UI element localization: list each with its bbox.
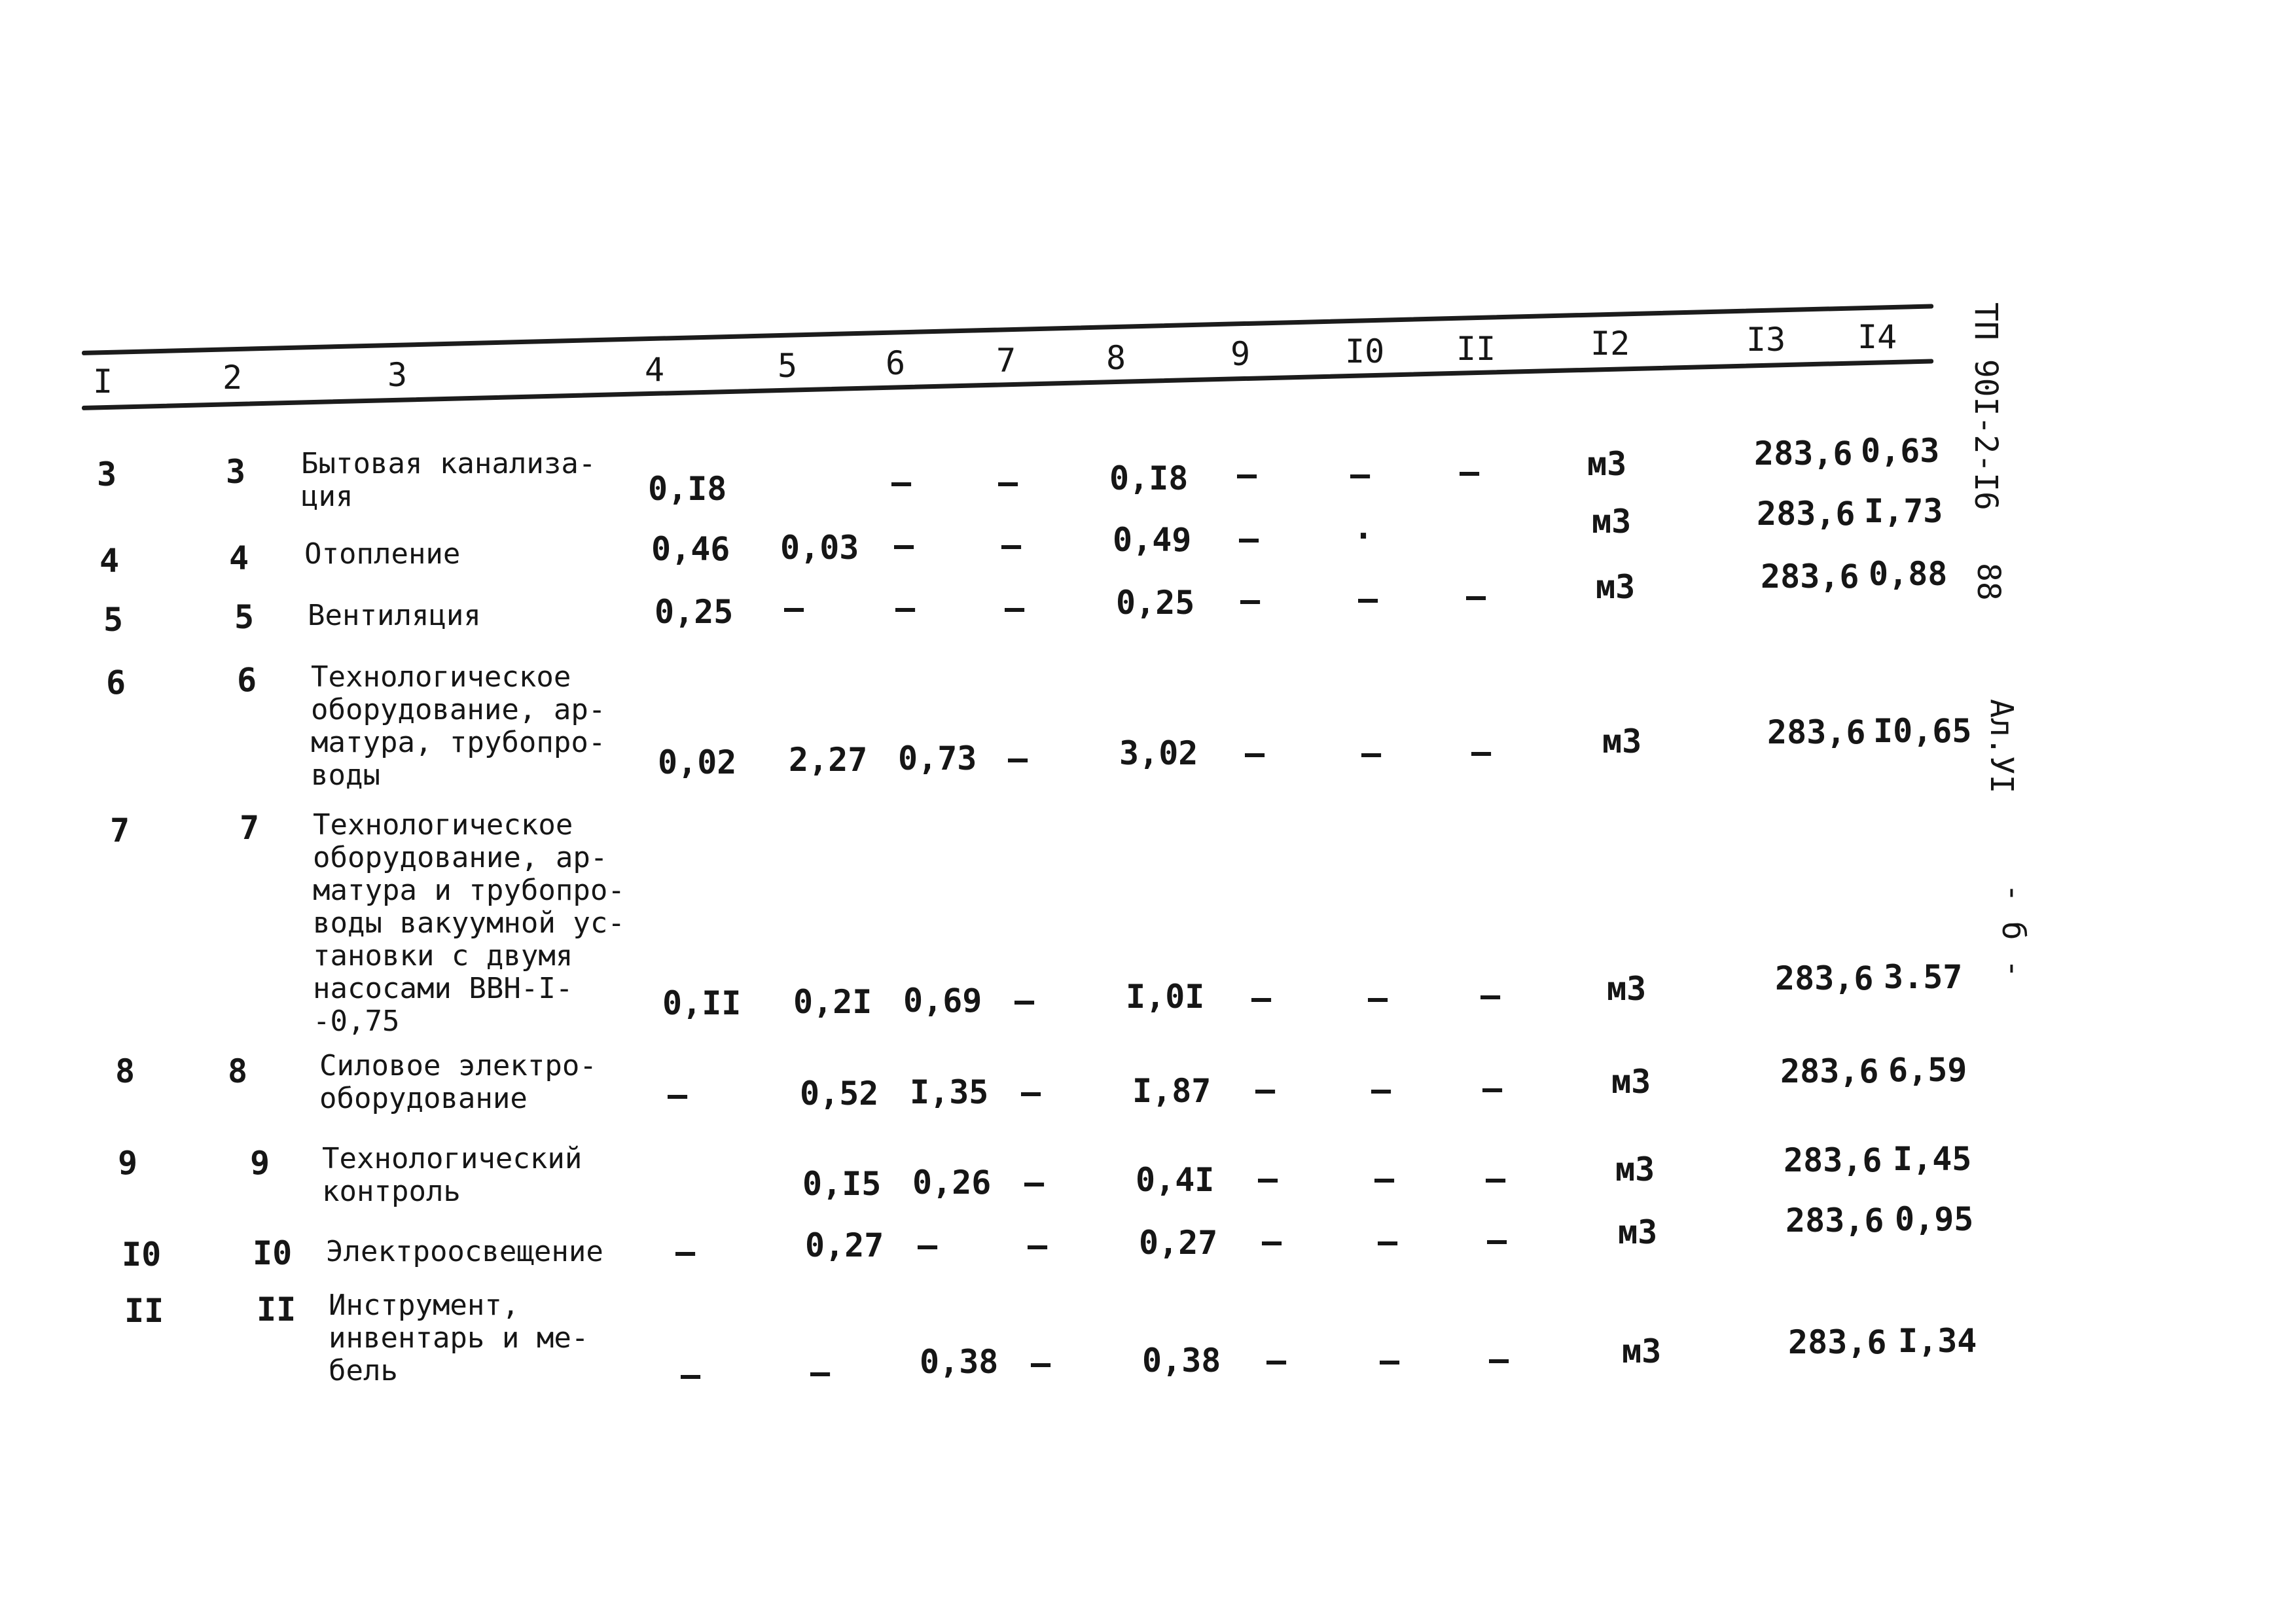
cell-col-6: – bbox=[891, 463, 912, 501]
cell-col-2: 6 bbox=[237, 661, 257, 699]
cell-col-12: м3 bbox=[1615, 1150, 1655, 1188]
cell-col-10: – bbox=[1378, 1222, 1398, 1260]
cell-col-14: 0,95 bbox=[1895, 1200, 1974, 1238]
cell-col-1: 5 bbox=[103, 601, 124, 639]
cell-col-14: I0,65 bbox=[1873, 712, 1972, 750]
sheet-mark: - б - bbox=[1995, 883, 2032, 978]
header-col-3: 3 bbox=[387, 356, 408, 394]
cell-col-10: – bbox=[1361, 734, 1382, 772]
cell-col-6: – bbox=[918, 1226, 938, 1264]
cell-col-7: – bbox=[1014, 982, 1035, 1020]
cell-col-4: – bbox=[668, 1076, 688, 1114]
cell-col-12: м3 bbox=[1592, 503, 1632, 541]
cell-col-9: – bbox=[1266, 1342, 1287, 1380]
cell-col-5: 0,I5 bbox=[802, 1165, 882, 1203]
header-col-4: 4 bbox=[645, 351, 665, 389]
header-col-14: I4 bbox=[1857, 318, 1897, 356]
document-code: ТП 90I-2-I6 bbox=[1967, 302, 2004, 510]
cell-col-12: м3 bbox=[1602, 722, 1642, 760]
cell-col-7: – bbox=[1001, 526, 1022, 564]
cell-col-11: – bbox=[1471, 733, 1492, 771]
header-col-1: I bbox=[93, 363, 113, 401]
cell-col-1: 4 bbox=[99, 542, 120, 580]
cell-col-6: – bbox=[894, 526, 914, 564]
cell-work-name: Силовое электро- оборудование bbox=[319, 1049, 597, 1115]
header-col-6: 6 bbox=[886, 344, 906, 382]
cell-col-10: – bbox=[1358, 580, 1378, 618]
cell-col-1: 8 bbox=[115, 1052, 135, 1090]
cell-work-name: Инструмент, инвентарь и ме- бель bbox=[329, 1289, 589, 1387]
cell-col-10: – bbox=[1374, 1160, 1395, 1198]
cell-col-10: – bbox=[1380, 1342, 1400, 1380]
cell-col-13: 283,6 bbox=[1780, 1052, 1879, 1090]
cell-work-name: Технологический контроль bbox=[322, 1142, 583, 1208]
cell-col-11: – bbox=[1489, 1340, 1509, 1378]
cell-col-1: 7 bbox=[110, 812, 130, 849]
cell-col-12: м3 bbox=[1618, 1213, 1658, 1251]
cell-col-14: I,73 bbox=[1864, 492, 1943, 530]
cell-col-14: 0,88 bbox=[1869, 555, 1948, 593]
cell-col-12: м3 bbox=[1611, 1063, 1651, 1101]
cell-col-11: – bbox=[1466, 577, 1486, 615]
cell-col-8: 0,27 bbox=[1139, 1224, 1218, 1262]
cell-col-1: 6 bbox=[106, 664, 126, 702]
cell-col-4: 0,02 bbox=[658, 743, 737, 781]
cell-col-6: I,35 bbox=[910, 1073, 989, 1111]
cell-col-13: 283,6 bbox=[1775, 959, 1874, 997]
cell-col-13: 283,6 bbox=[1757, 495, 1856, 533]
cell-col-13: 283,6 bbox=[1785, 1202, 1884, 1240]
cell-col-2: I0 bbox=[253, 1234, 293, 1272]
cell-work-name: Электроосвещение bbox=[326, 1235, 603, 1268]
cell-col-9: – bbox=[1251, 979, 1272, 1017]
cell-col-5: 0,27 bbox=[805, 1226, 884, 1264]
cell-work-name: Технологическое оборудование, ар- матура и трубопро- воды вакуумной ус- тановки с двумя насосами ВВН-I- -0,75 bbox=[313, 808, 625, 1038]
cell-col-9: – bbox=[1258, 1160, 1278, 1198]
cell-col-8: I,87 bbox=[1132, 1072, 1211, 1110]
cell-col-6: – bbox=[895, 589, 916, 627]
header-col-8: 8 bbox=[1106, 339, 1126, 377]
cell-col-2: 8 bbox=[228, 1052, 248, 1090]
cell-col-7: – bbox=[1005, 589, 1025, 627]
cell-col-2: 4 bbox=[229, 539, 249, 577]
cell-col-9: – bbox=[1262, 1222, 1282, 1260]
cell-col-6: 0,73 bbox=[898, 740, 977, 777]
cell-col-14: I,34 bbox=[1898, 1322, 1977, 1360]
header-col-7: 7 bbox=[996, 342, 1016, 380]
cell-col-2: 9 bbox=[250, 1144, 270, 1182]
cell-col-5: 0,03 bbox=[780, 529, 859, 567]
cell-work-name: Технологическое оборудование, ар- матура, трубопро- воды bbox=[311, 660, 606, 792]
cell-col-2: II bbox=[257, 1291, 296, 1329]
page-number: 88 bbox=[1970, 563, 2007, 601]
cell-col-4: – bbox=[681, 1356, 701, 1394]
cell-col-1: I0 bbox=[122, 1236, 162, 1274]
header-col-12: I2 bbox=[1590, 325, 1630, 363]
cell-col-12: м3 bbox=[1596, 568, 1636, 606]
cell-col-6: 0,69 bbox=[903, 982, 982, 1020]
cell-col-5: 0,2I bbox=[793, 983, 872, 1021]
cell-col-8: 0,I8 bbox=[1109, 459, 1189, 497]
cell-col-7: – bbox=[1008, 740, 1028, 777]
cell-col-14: I,45 bbox=[1893, 1140, 1972, 1178]
cell-col-9: – bbox=[1240, 581, 1261, 619]
header-col-5: 5 bbox=[778, 347, 798, 385]
cell-col-1: II bbox=[124, 1292, 164, 1330]
cell-col-2: 5 bbox=[234, 598, 255, 636]
cell-col-4: 0,II bbox=[662, 984, 742, 1022]
header-col-11: II bbox=[1456, 330, 1496, 368]
cell-col-5: 0,52 bbox=[800, 1075, 879, 1113]
cell-work-name: Бытовая канализа- ция bbox=[301, 447, 596, 513]
cell-col-12: м3 bbox=[1587, 445, 1627, 483]
cell-col-14: 3.57 bbox=[1884, 958, 1963, 996]
cell-col-4: 0,25 bbox=[655, 593, 734, 631]
cell-col-9: – bbox=[1237, 455, 1257, 493]
cell-col-11: – bbox=[1460, 453, 1480, 491]
cell-col-6: 0,38 bbox=[920, 1343, 999, 1381]
cell-col-1: 9 bbox=[118, 1144, 138, 1182]
cell-col-10: – bbox=[1371, 1071, 1391, 1109]
cell-col-8: 3,02 bbox=[1119, 734, 1198, 772]
cell-col-12: м3 bbox=[1622, 1332, 1662, 1370]
cell-col-13: 283,6 bbox=[1784, 1141, 1882, 1179]
album-label: Ал.УI bbox=[1983, 699, 2020, 794]
cell-col-13: 283,6 bbox=[1767, 713, 1866, 751]
header-col-13: I3 bbox=[1746, 321, 1786, 359]
cell-col-13: 283,6 bbox=[1788, 1323, 1887, 1361]
cell-col-7: – bbox=[1024, 1164, 1045, 1202]
cell-work-name: Отопление bbox=[304, 537, 461, 571]
cell-col-10: – bbox=[1368, 979, 1388, 1017]
cell-col-9: – bbox=[1245, 734, 1265, 772]
cell-col-8: 0,38 bbox=[1142, 1342, 1221, 1380]
header-col-2: 2 bbox=[223, 359, 243, 397]
cell-col-6: 0,26 bbox=[912, 1164, 992, 1202]
cell-col-5: 2,27 bbox=[789, 741, 868, 779]
cell-col-5: – bbox=[784, 589, 804, 627]
cell-col-7: – bbox=[998, 463, 1018, 501]
cell-col-7: – bbox=[1031, 1344, 1051, 1382]
cell-col-2: 3 bbox=[226, 453, 246, 491]
cell-col-8: I,0I bbox=[1126, 978, 1205, 1016]
cell-col-2: 7 bbox=[240, 809, 260, 847]
cell-col-13: 283,6 bbox=[1754, 435, 1853, 473]
cell-col-4: 0,I8 bbox=[648, 470, 727, 508]
cell-col-8: 0,25 bbox=[1116, 584, 1195, 622]
cell-col-14: 0,63 bbox=[1861, 432, 1940, 470]
cell-col-7: – bbox=[1028, 1226, 1048, 1264]
cell-col-12: м3 bbox=[1607, 970, 1647, 1008]
cell-col-11: – bbox=[1482, 1069, 1503, 1107]
cell-col-11: – bbox=[1480, 976, 1501, 1014]
cell-col-1: 3 bbox=[97, 455, 117, 493]
header-col-9: 9 bbox=[1230, 335, 1251, 373]
cell-col-7: – bbox=[1021, 1073, 1041, 1111]
cell-col-13: 283,6 bbox=[1761, 558, 1859, 596]
cell-col-4: 0,46 bbox=[651, 530, 730, 568]
cell-col-8: 0,4I bbox=[1136, 1161, 1215, 1199]
header-col-10: I0 bbox=[1345, 332, 1385, 370]
cell-work-name: Вентиляция bbox=[308, 599, 481, 632]
cell-col-8: 0,49 bbox=[1113, 521, 1192, 559]
cell-col-10: – bbox=[1350, 455, 1371, 493]
cell-col-10: · bbox=[1354, 517, 1374, 555]
cell-col-11: – bbox=[1486, 1160, 1506, 1198]
cell-col-11: – bbox=[1487, 1221, 1507, 1259]
cell-col-4: – bbox=[675, 1233, 696, 1271]
cell-col-5: – bbox=[810, 1353, 831, 1391]
cell-col-14: 6,59 bbox=[1888, 1051, 1967, 1089]
cell-col-9: – bbox=[1255, 1071, 1276, 1109]
cell-col-9: – bbox=[1239, 520, 1259, 558]
